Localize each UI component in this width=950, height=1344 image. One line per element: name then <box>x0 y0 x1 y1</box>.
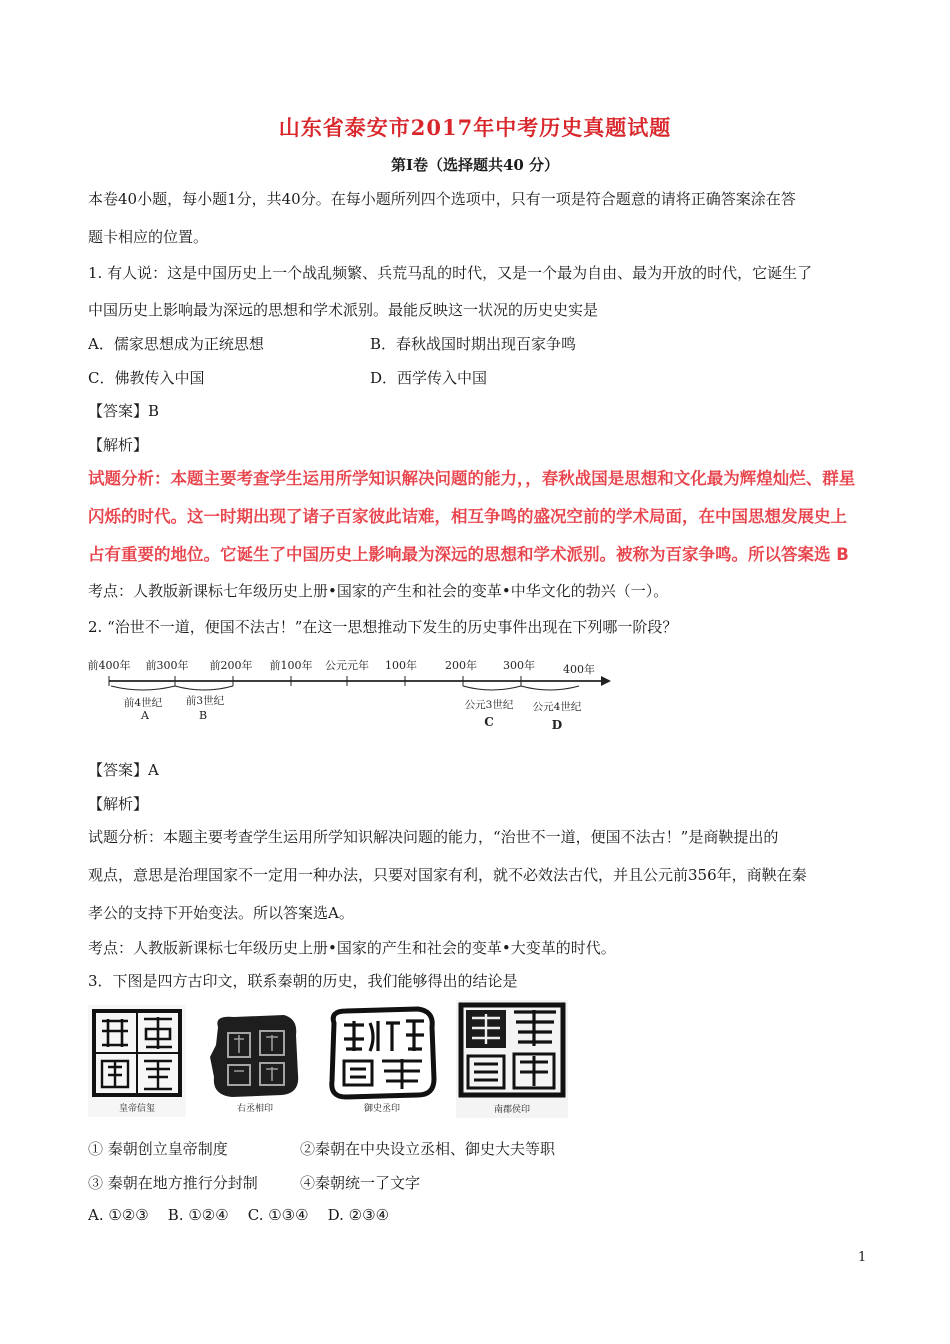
timeline-segment-letter: B <box>198 709 208 722</box>
q2-analysis-line-3: 孝公的支持下开始变法。所以答案选A。 <box>88 904 354 922</box>
q1-analysis-label: 【解析】 <box>88 436 149 454</box>
intro-line-2: 题卡相应的位置。 <box>88 228 209 246</box>
q3-statement-2: ②秦朝在中央设立丞相、御史大夫等职 <box>300 1140 556 1158</box>
timeline-bracket-b <box>175 686 233 690</box>
timeline-tick-label: 前400年 <box>87 659 131 672</box>
seal-image-1 <box>88 1005 186 1117</box>
seal-image-2 <box>204 1005 306 1117</box>
intro-line-1: 本卷40小题，每小题1分，共40分。在每小题所列四个选项中，只有一项是符合题意的请将正确答案涂在答 <box>88 190 796 208</box>
timeline-segment-label: 前4世纪 <box>123 697 163 709</box>
timeline-tick-label: 前200年 <box>209 659 253 672</box>
q1-analysis-line-3: 占有重要的地位。它诞生了中国历史上影响最为深远的思想和学术派别。被称为百家争鸣。所以答案选 B <box>88 545 849 564</box>
q1-option-d: D．西学传入中国 <box>370 369 488 387</box>
q1-point: 考点：人教版新课标七年级历史上册•国家的产生和社会的变革•中华文化的勃兴（一）。 <box>88 582 669 600</box>
timeline-bracket-a <box>111 686 175 690</box>
q1-analysis-line-2: 闪烁的时代。这一时期出现了诸子百家彼此诘难，相互争鸣的盛况空前的学术局面，在中国思想发展史上 <box>88 507 847 526</box>
timeline-figure <box>87 652 615 736</box>
q3-statement-3: ③ 秦朝在地方推行分封制 <box>88 1174 258 1192</box>
timeline-arrow <box>601 676 611 686</box>
section-subtitle: 第Ⅰ卷（选择题共40 分） <box>390 156 560 174</box>
timeline-bracket-c <box>463 686 521 690</box>
q2-answer: 【答案】A <box>88 761 159 779</box>
q2-point: 考点：人教版新课标七年级历史上册•国家的产生和社会的变革•大变革的时代。 <box>88 939 616 957</box>
q1-option-a: A．儒家思想成为正统思想 <box>88 335 264 353</box>
q2-stem: 2. “治世不一道，便国不法古！”在这一思想推动下发生的历史事件出现在下列哪一阶段？ <box>88 618 678 636</box>
timeline-segment-letter: A <box>141 709 149 722</box>
seal-caption-4: 南郡侯印 <box>493 1105 531 1115</box>
timeline-tick-label: 100年 <box>385 659 417 672</box>
timeline-tick-label: 公元元年 <box>325 659 369 672</box>
timeline-tick-label: 前100年 <box>269 659 313 672</box>
seal-caption-1: 皇帝信玺 <box>118 1104 156 1114</box>
q3-statement-4: ④秦朝统一了文字 <box>300 1174 421 1192</box>
page-number: 1 <box>858 1250 867 1265</box>
q3-stem: 3．下图是四方古印文，联系秦朝的历史，我们能够得出的结论是 <box>88 972 518 990</box>
q2-analysis-line-2: 观点，意思是治理国家不一定用一种办法，只要对国家有利，就不必效法古代，并且公元前356年，商鞅在秦 <box>88 866 807 884</box>
timeline-segment-letter: D <box>551 718 563 732</box>
timeline-tick-label: 前300年 <box>145 659 189 672</box>
q1-answer: 【答案】B <box>88 402 160 420</box>
seal-caption-3: 御史丞印 <box>363 1104 401 1114</box>
timeline-segment-label: 公元3世纪 <box>464 699 514 711</box>
timeline-tick-label: 300年 <box>503 659 535 672</box>
seal-caption-2: 右丞相印 <box>236 1104 274 1114</box>
q1-stem-line-2: 中国历史上影响最为深远的思想和学术派别。最能反映这一状况的历史史实是 <box>88 301 599 319</box>
q1-stem-line-1: 1. 有人说：这是中国历史上一个战乱频繁、兵荒马乱的时代，又是一个最为自由、最为开放的时代，它诞生了 <box>88 264 813 282</box>
timeline-segment-letter: C <box>484 715 494 729</box>
timeline-segment-label: 公元4世纪 <box>532 701 582 713</box>
timeline-bracket-d <box>521 686 579 690</box>
q1-option-c: C．佛教传入中国 <box>88 369 205 387</box>
seal-image-3 <box>326 1005 438 1117</box>
page-title: 山东省泰安市2017年中考历史真题试题 <box>278 115 672 140</box>
q1-option-b: B．春秋战国时期出现百家争鸣 <box>370 335 577 353</box>
seal-image-4 <box>456 1000 568 1118</box>
q3-statement-1: ① 秦朝创立皇帝制度 <box>88 1140 228 1158</box>
q3-choices: A. ①②③ B. ①②④ C. ①③④ D. ②③④ <box>88 1206 390 1224</box>
timeline-tick-label: 400年 <box>563 663 595 676</box>
q2-analysis-label: 【解析】 <box>88 795 149 813</box>
timeline-segment-label: 前3世纪 <box>185 695 225 707</box>
timeline-tick-label: 200年 <box>445 659 477 672</box>
q1-analysis-line-1: 试题分析：本题主要考查学生运用所学知识解决问题的能力，，春秋战国是思想和文化最为辉煌灿烂、群星 <box>88 469 856 488</box>
q2-analysis-line-1: 试题分析：本题主要考查学生运用所学知识解决问题的能力，“治世不一道，便国不法古！”是商鞅提出的 <box>88 828 779 846</box>
